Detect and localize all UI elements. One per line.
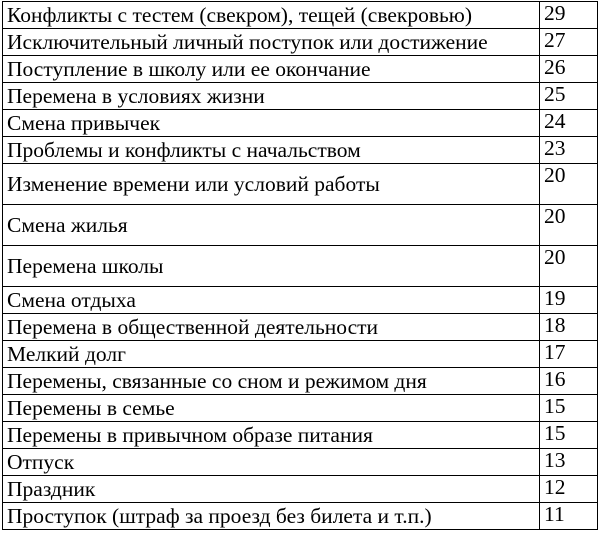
table-row	[3, 2, 598, 29]
score-cell: 13	[540, 449, 598, 476]
score-cell: 20	[540, 164, 598, 205]
table-row	[3, 287, 598, 314]
event-cell: Праздник	[3, 476, 540, 503]
score-cell: 29	[540, 2, 598, 29]
event-cell: Проступок (штраф за проезд без билета и т.п.)	[3, 503, 540, 530]
event-cell: Перемены в привычном образе питания	[3, 422, 540, 449]
score-cell: 16	[540, 368, 598, 395]
table-row	[3, 56, 598, 83]
table-row	[3, 476, 598, 503]
event-cell: Смена привычек	[3, 110, 540, 137]
score-cell: 20	[540, 246, 598, 287]
event-cell: Мелкий долг	[3, 341, 540, 368]
event-cell: Проблемы и конфликты с начальством	[3, 137, 540, 164]
table-row	[3, 368, 598, 395]
score-cell: 20	[540, 205, 598, 246]
table-row	[3, 341, 598, 368]
table-row	[3, 503, 598, 530]
score-cell: 24	[540, 110, 598, 137]
table-row	[3, 137, 598, 164]
score-cell: 11	[540, 503, 598, 530]
event-cell: Отпуск	[3, 449, 540, 476]
life-events-table	[2, 1, 598, 530]
table-body	[3, 2, 598, 530]
score-cell: 27	[540, 29, 598, 56]
score-cell: 12	[540, 476, 598, 503]
event-cell: Перемены, связанные со сном и режимом дня	[3, 368, 540, 395]
score-cell: 15	[540, 395, 598, 422]
table-row	[3, 164, 598, 205]
table-row	[3, 205, 598, 246]
event-cell: Перемена школы	[3, 246, 540, 287]
score-cell: 23	[540, 137, 598, 164]
table-row	[3, 449, 598, 476]
event-cell: Перемена в общественной деятельности	[3, 314, 540, 341]
event-cell: Перемены в семье	[3, 395, 540, 422]
event-cell: Поступление в школу или ее окончание	[3, 56, 540, 83]
score-cell: 25	[540, 83, 598, 110]
score-cell: 15	[540, 422, 598, 449]
score-cell: 19	[540, 287, 598, 314]
table-row	[3, 246, 598, 287]
score-cell: 17	[540, 341, 598, 368]
event-cell: Исключительный личный поступок или достижение	[3, 29, 540, 56]
table-row	[3, 110, 598, 137]
score-cell: 18	[540, 314, 598, 341]
score-cell: 26	[540, 56, 598, 83]
event-cell: Смена отдыха	[3, 287, 540, 314]
table-row	[3, 314, 598, 341]
table-row	[3, 422, 598, 449]
event-cell: Конфликты с тестем (свекром), тещей (свекровью)	[3, 2, 540, 29]
event-cell: Смена жилья	[3, 205, 540, 246]
event-cell: Изменение времени или условий работы	[3, 164, 540, 205]
table-row	[3, 395, 598, 422]
table-row	[3, 29, 598, 56]
event-cell: Перемена в условиях жизни	[3, 83, 540, 110]
table-row	[3, 83, 598, 110]
